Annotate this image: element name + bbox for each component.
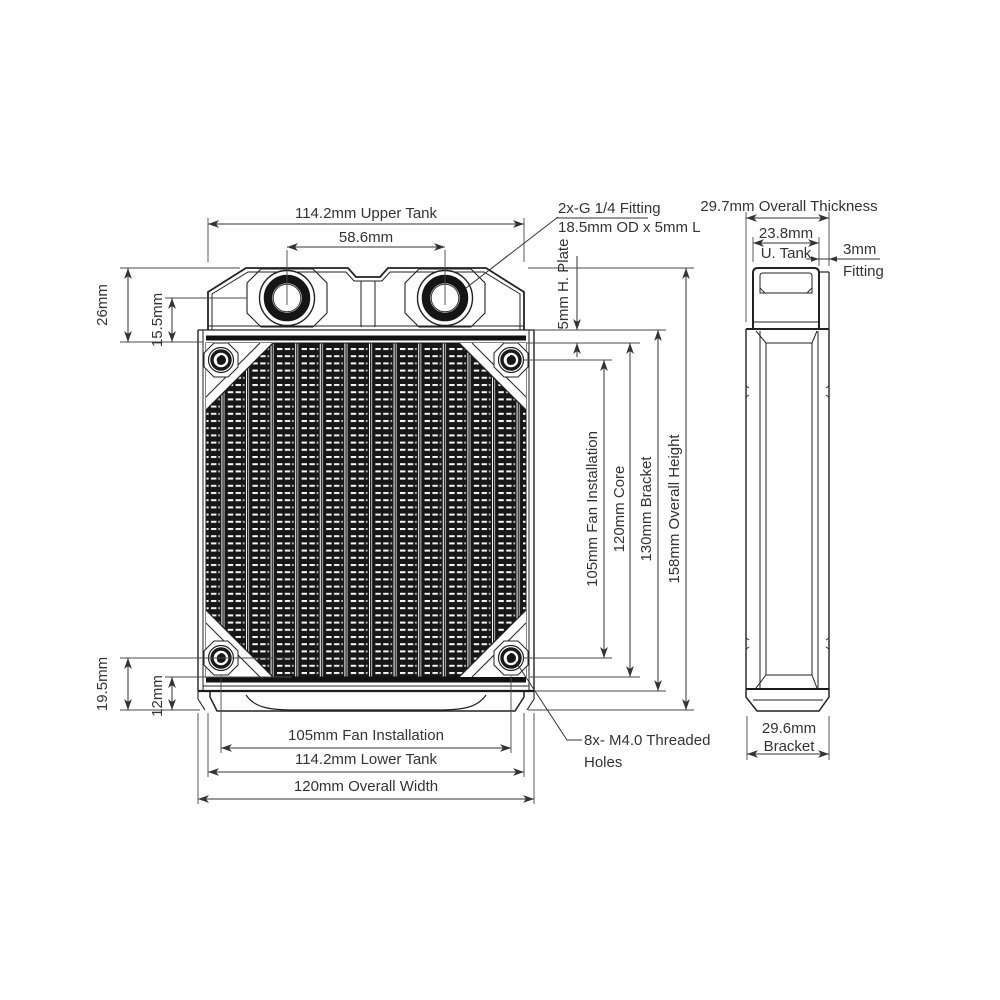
fitting-leader (466, 217, 558, 288)
dim-fitting-value: 3mm (843, 241, 877, 258)
dim-fitting-label: Fitting (843, 263, 884, 280)
dim-port-offset: 15.5mm (149, 292, 166, 348)
dim-lower-tank: 114.2mm Lower Tank (294, 751, 438, 768)
dim-tank-height: 26mm (94, 284, 111, 326)
dim-overall-thickness: 29.7mm Overall Thickness (700, 198, 878, 215)
dim-port-spacing: 58.6mm (338, 229, 394, 246)
dim-overall-width: 120mm Overall Width (293, 778, 439, 795)
dim-core-v: 120mm Core (611, 465, 628, 553)
radiator-side-view (746, 268, 829, 711)
dim-header-plate: 5mm H. Plate (555, 238, 572, 330)
dim-overall-height: 158mm Overall Height (666, 434, 683, 584)
core-assembly (198, 330, 534, 691)
dim-tank-bottom: 12mm (149, 675, 166, 717)
screw-top-left (204, 343, 238, 377)
lower-tank (198, 691, 534, 711)
screw-top-right (494, 343, 528, 377)
dim-fan-install-b: 105mm Fan Installation (288, 727, 444, 744)
side-body (746, 329, 829, 689)
note-fitting-line1b: 2x-G 1/4 Fitting (558, 200, 661, 217)
upper-tank (208, 268, 524, 330)
dim-side-bracket-value: 29.6mm (761, 720, 817, 737)
dim-fan-install-v: 105mm Fan Installation (584, 431, 601, 587)
note-fitting-line2: 18.5mm OD x 5mm L (558, 219, 701, 236)
dim-screw-offset: 19.5mm (94, 656, 111, 712)
dim-upper-tank: 114.2mm Upper Tank (294, 205, 438, 222)
dim-side-bracket-label: Bracket (763, 738, 815, 755)
screw-bottom-right (494, 641, 528, 675)
note-holes-line2: Holes (584, 754, 623, 771)
side-upper-tank (753, 268, 829, 329)
dim-utank-label: U. Tank (760, 245, 812, 262)
dim-utank-value: 23.8mm (758, 225, 814, 242)
fin-core (206, 343, 526, 677)
dim-bracket-v: 130mm Bracket (638, 456, 655, 562)
radiator-front-view (198, 268, 534, 711)
side-bracket (746, 689, 829, 711)
note-holes-line1: 8x- M4.0 Threaded (584, 732, 711, 749)
